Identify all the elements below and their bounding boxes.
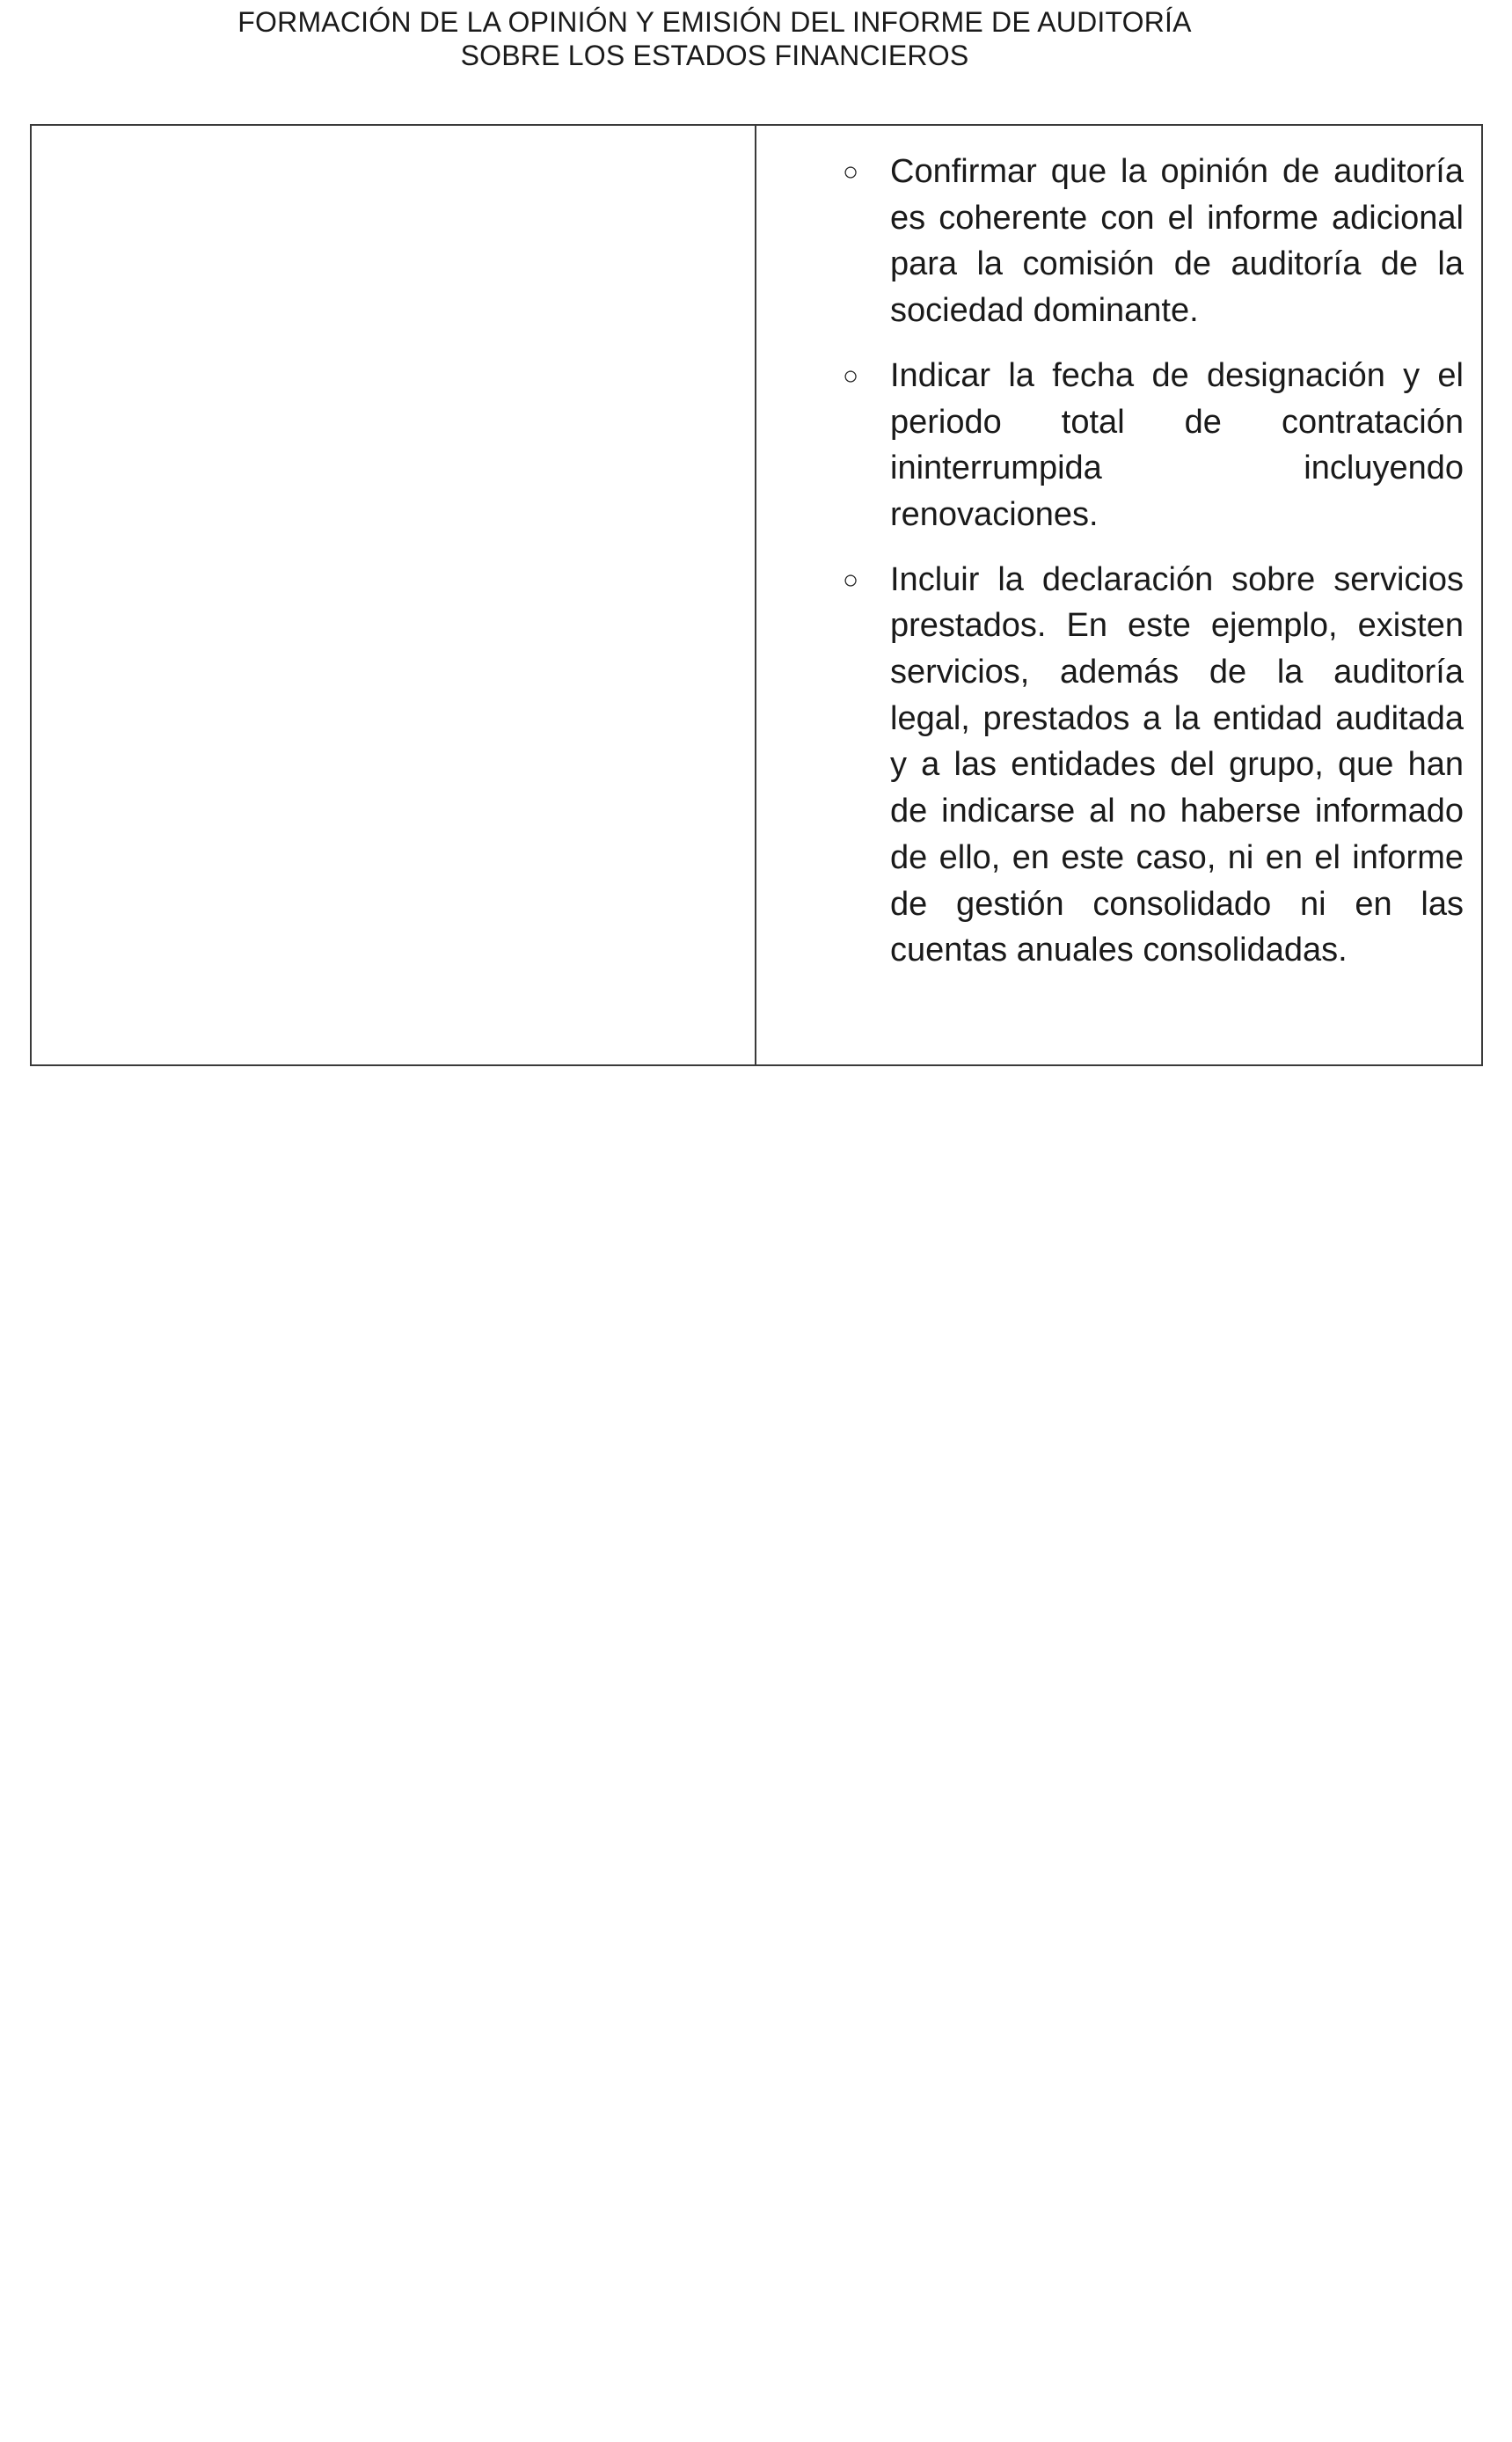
bullet-list	[756, 149, 1464, 974]
hollow-circle-bullet-icon: ○	[843, 157, 859, 186]
list-item-text: Confirmar que la opinión de auditoría es coherente con el informe adicional para la comisión de auditoría de la sociedad dominante.	[890, 153, 1464, 330]
hollow-circle-bullet-icon: ○	[843, 565, 859, 595]
list-item-text: Incluir la declaración sobre servicios prestados. En este ejemplo, existen servicios, además de la auditoría legal, prestados a la entidad auditada y a las entidades del grupo, que han de indicarse al no haberse informado de ello, en este caso, ni en el informe de gestión consolidado ni en las cuentas anuales consolidadas.	[890, 560, 1464, 969]
list-item	[756, 557, 1464, 974]
hollow-circle-bullet-icon: ○	[843, 361, 859, 391]
content-table	[30, 124, 1483, 1066]
list-item	[756, 353, 1464, 538]
page-header	[0, 5, 1429, 72]
header-title-line1: FORMACIÓN DE LA OPINIÓN Y EMISIÓN DEL INFORME DE AUDITORÍA	[237, 6, 1192, 38]
list-item	[756, 149, 1464, 334]
header-title-line2: SOBRE LOS ESTADOS FINANCIEROS	[460, 40, 969, 71]
list-item-text: Indicar la fecha de designación y el periodo total de contratación ininterrumpida incluyendo renovaciones.	[890, 356, 1464, 533]
table-right-cell	[756, 126, 1481, 1064]
table-left-cell	[32, 126, 756, 1064]
